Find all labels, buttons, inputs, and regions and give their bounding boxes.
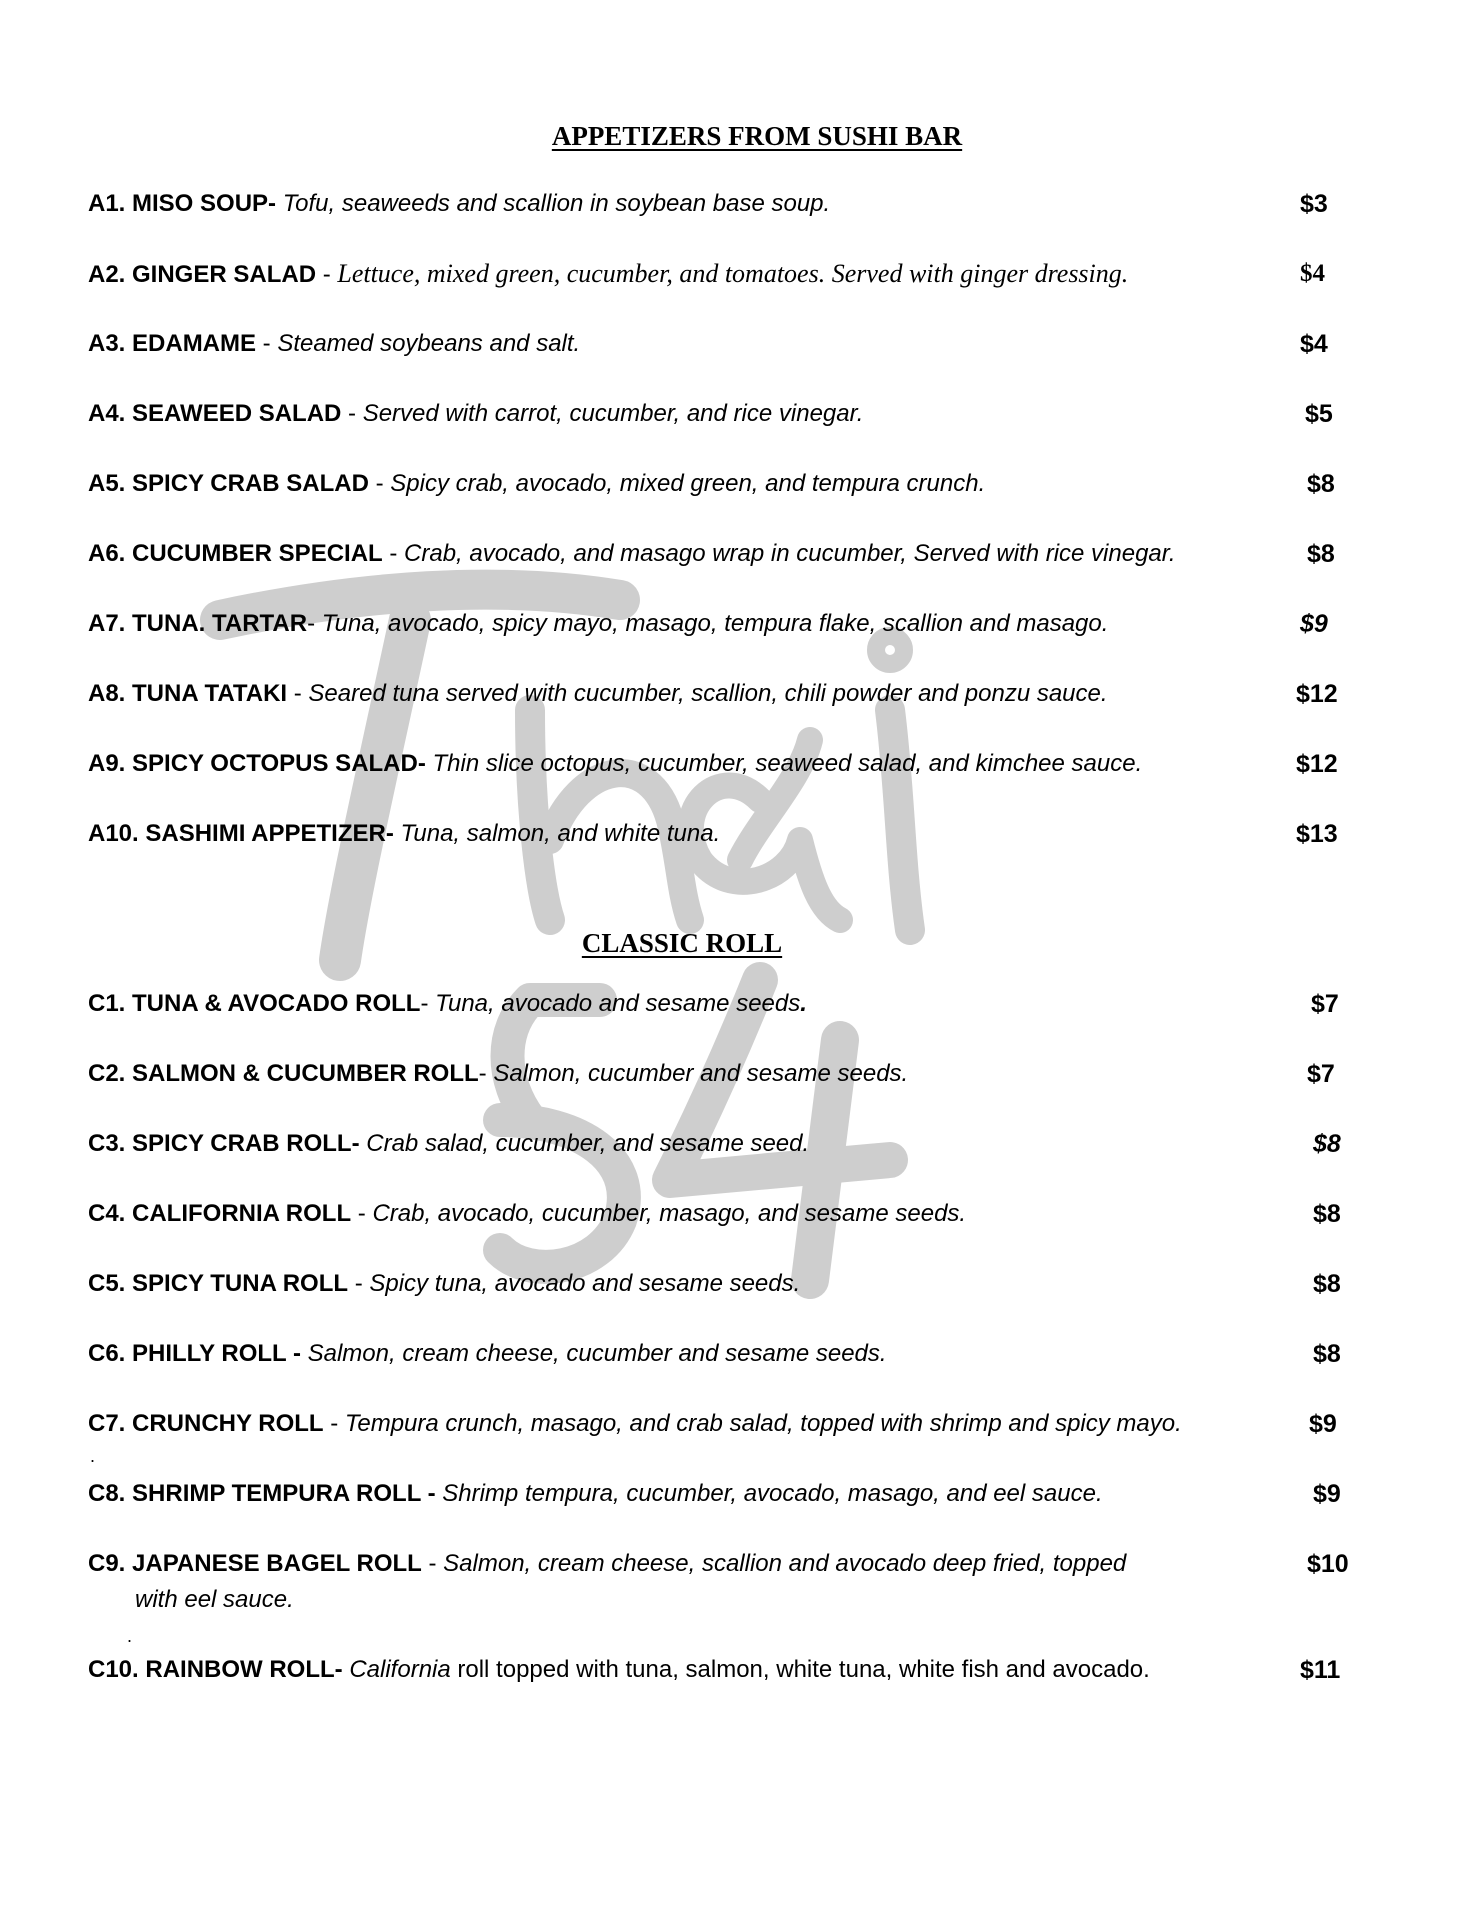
menu-item-c8 xyxy=(88,1476,1378,1512)
menu-item-a1 xyxy=(88,186,1378,222)
item-name: A2. GINGER SALAD xyxy=(88,261,317,288)
item-description: Spicy crab, avocado, mixed green, and tempura crunch. xyxy=(390,470,986,497)
menu-item-c10 xyxy=(88,1652,1378,1688)
menu-item-c7 xyxy=(88,1406,1378,1442)
item-separator: - xyxy=(256,330,278,357)
stray-dot: . xyxy=(90,1446,96,1466)
item-description: California xyxy=(342,1656,451,1683)
item-price-a5: $8 xyxy=(1307,470,1335,498)
item-description: Tempura crunch, masago, and crab salad, topped with shrimp and spicy mayo. xyxy=(344,1410,1182,1437)
item-description: Crab salad, cucumber, and sesame seed. xyxy=(359,1130,810,1157)
menu-item-c4 xyxy=(88,1196,1378,1232)
menu-item-c5 xyxy=(88,1266,1378,1302)
item-name: A8. TUNA TATAKI xyxy=(88,680,288,707)
item-price-a10: $13 xyxy=(1296,820,1338,848)
item-name: C2. SALMON & CUCUMBER ROLL xyxy=(88,1060,479,1087)
item-description: Steamed soybeans and salt. xyxy=(277,330,581,357)
item-description: Thin slice octopus, cucumber, seaweed salad, and kimchee sauce. xyxy=(425,750,1143,777)
item-price-a3: $4 xyxy=(1300,330,1328,358)
menu-item-a4 xyxy=(88,396,1378,432)
menu-item-c2 xyxy=(88,1056,1378,1092)
item-price-c6: $8 xyxy=(1313,1340,1341,1368)
item-name: C9. JAPANESE BAGEL ROLL xyxy=(88,1550,422,1577)
appetizers-heading: APPETIZERS FROM SUSHI BAR xyxy=(551,121,963,151)
item-price-a2: $4 xyxy=(1300,260,1325,287)
item-price-c3: $8 xyxy=(1313,1130,1341,1158)
item-description: Tuna, avocado and sesame seeds xyxy=(435,990,801,1017)
item-description: Seared tuna served with cucumber, scallion, chili powder and ponzu sauce. xyxy=(308,680,1108,707)
item-separator: - xyxy=(421,1550,444,1577)
item-price-a6: $8 xyxy=(1307,540,1335,568)
item-description: Shrimp tempura, cucumber, avocado, masago, and eel sauce. xyxy=(442,1480,1103,1507)
item-description: Salmon, cream cheese, cucumber and sesame seeds. xyxy=(307,1340,887,1367)
item-price-c1: $7 xyxy=(1311,990,1339,1018)
item-separator: - xyxy=(382,540,405,567)
item-separator: - xyxy=(420,990,436,1017)
item-name: A3. EDAMAME xyxy=(88,330,257,357)
menu-item-c6 xyxy=(88,1336,1378,1372)
item-name: C4. CALIFORNIA ROLL xyxy=(88,1200,352,1227)
stray-dot: . xyxy=(127,1626,133,1646)
item-description: Served with carrot, cucumber, and rice vinegar. xyxy=(362,400,864,427)
menu-item-a7 xyxy=(88,606,1378,642)
item-name: A5. SPICY CRAB SALAD xyxy=(88,470,369,497)
item-name: A10. SASHIMI APPETIZER- xyxy=(88,820,394,847)
classic-roll-heading: CLASSIC ROLL xyxy=(581,928,783,958)
menu-item-a6 xyxy=(88,536,1378,572)
item-name: A6. CUCUMBER SPECIAL xyxy=(88,540,383,567)
item-name: C7. CRUNCHY ROLL xyxy=(88,1410,324,1437)
item-price-a7: $9 xyxy=(1300,610,1328,638)
item-price-c8: $9 xyxy=(1313,1480,1341,1508)
item-separator: - xyxy=(368,470,391,497)
item-description: Tofu, seaweeds and scallion in soybean base soup. xyxy=(276,190,831,217)
item-name: C3. SPICY CRAB ROLL- xyxy=(88,1130,360,1157)
item-name: A1. MISO SOUP- xyxy=(88,190,277,217)
menu-item-a9 xyxy=(88,746,1378,782)
item-description: Tuna, avocado, spicy mayo, masago, tempura flake, scallion and masago. xyxy=(321,610,1109,637)
item-price-a4: $5 xyxy=(1305,400,1333,428)
item-name: C6. PHILLY ROLL - xyxy=(88,1340,308,1367)
item-separator: - xyxy=(307,610,322,637)
item-name: C10. RAINBOW ROLL- xyxy=(88,1656,343,1683)
item-price-c5: $8 xyxy=(1313,1270,1341,1298)
item-description: Tuna, salmon, and white tuna. xyxy=(393,820,721,847)
item-description-rest: roll topped with tuna, salmon, white tuna, white fish and avocado. xyxy=(450,1656,1150,1683)
item-description: Salmon, cream cheese, scallion and avocado deep fried, topped xyxy=(443,1550,1127,1577)
item-separator: - xyxy=(323,1410,345,1437)
item-price-c4: $8 xyxy=(1313,1200,1341,1228)
item-price-c7: $9 xyxy=(1309,1410,1337,1438)
item-description-continued: with eel sauce. xyxy=(135,1586,294,1613)
item-separator: - xyxy=(351,1200,373,1227)
item-description: Crab, avocado, cucumber, masago, and sesame seeds. xyxy=(372,1200,967,1227)
item-name: A7. TUNA. TARTAR xyxy=(88,610,308,637)
item-separator: - xyxy=(478,1060,494,1087)
item-separator: - xyxy=(348,1270,370,1297)
item-description: Lettuce, mixed green, cucumber, and tomatoes. Served with ginger dressing. xyxy=(337,259,1129,288)
item-name: A4. SEAWEED SALAD xyxy=(88,400,342,427)
menu-item-c9 xyxy=(88,1546,1378,1582)
item-separator: - xyxy=(287,680,309,707)
menu-item-a5 xyxy=(88,466,1378,502)
item-name: A9. SPICY OCTOPUS SALAD- xyxy=(88,750,426,777)
menu-item-a2 xyxy=(88,256,1378,293)
menu-item-c3 xyxy=(88,1126,1378,1162)
item-price-c10: $11 xyxy=(1300,1656,1341,1684)
item-name: C5. SPICY TUNA ROLL xyxy=(88,1270,349,1297)
item-separator: - xyxy=(316,261,338,288)
item-description: Spicy tuna, avocado and sesame seeds. xyxy=(369,1270,801,1297)
item-name: C1. TUNA & AVOCADO ROLL xyxy=(88,990,421,1017)
item-name: C8. SHRIMP TEMPURA ROLL - xyxy=(88,1480,443,1507)
item-separator: - xyxy=(341,400,363,427)
menu-item-c1 xyxy=(88,986,1378,1022)
item-price-a8: $12 xyxy=(1296,680,1338,708)
menu-item-a10 xyxy=(88,816,1378,852)
item-description: Salmon, cucumber and sesame seeds. xyxy=(493,1060,909,1087)
item-price-c9: $10 xyxy=(1307,1550,1349,1578)
item-description: Crab, avocado, and masago wrap in cucumber, Served with rice vinegar. xyxy=(404,540,1176,567)
item-description-end: . xyxy=(800,990,807,1017)
item-price-a1: $3 xyxy=(1300,190,1328,218)
item-price-c2: $7 xyxy=(1307,1060,1335,1088)
menu-item-a3 xyxy=(88,326,1378,362)
menu-item-a8 xyxy=(88,676,1378,712)
item-price-a9: $12 xyxy=(1296,750,1338,778)
